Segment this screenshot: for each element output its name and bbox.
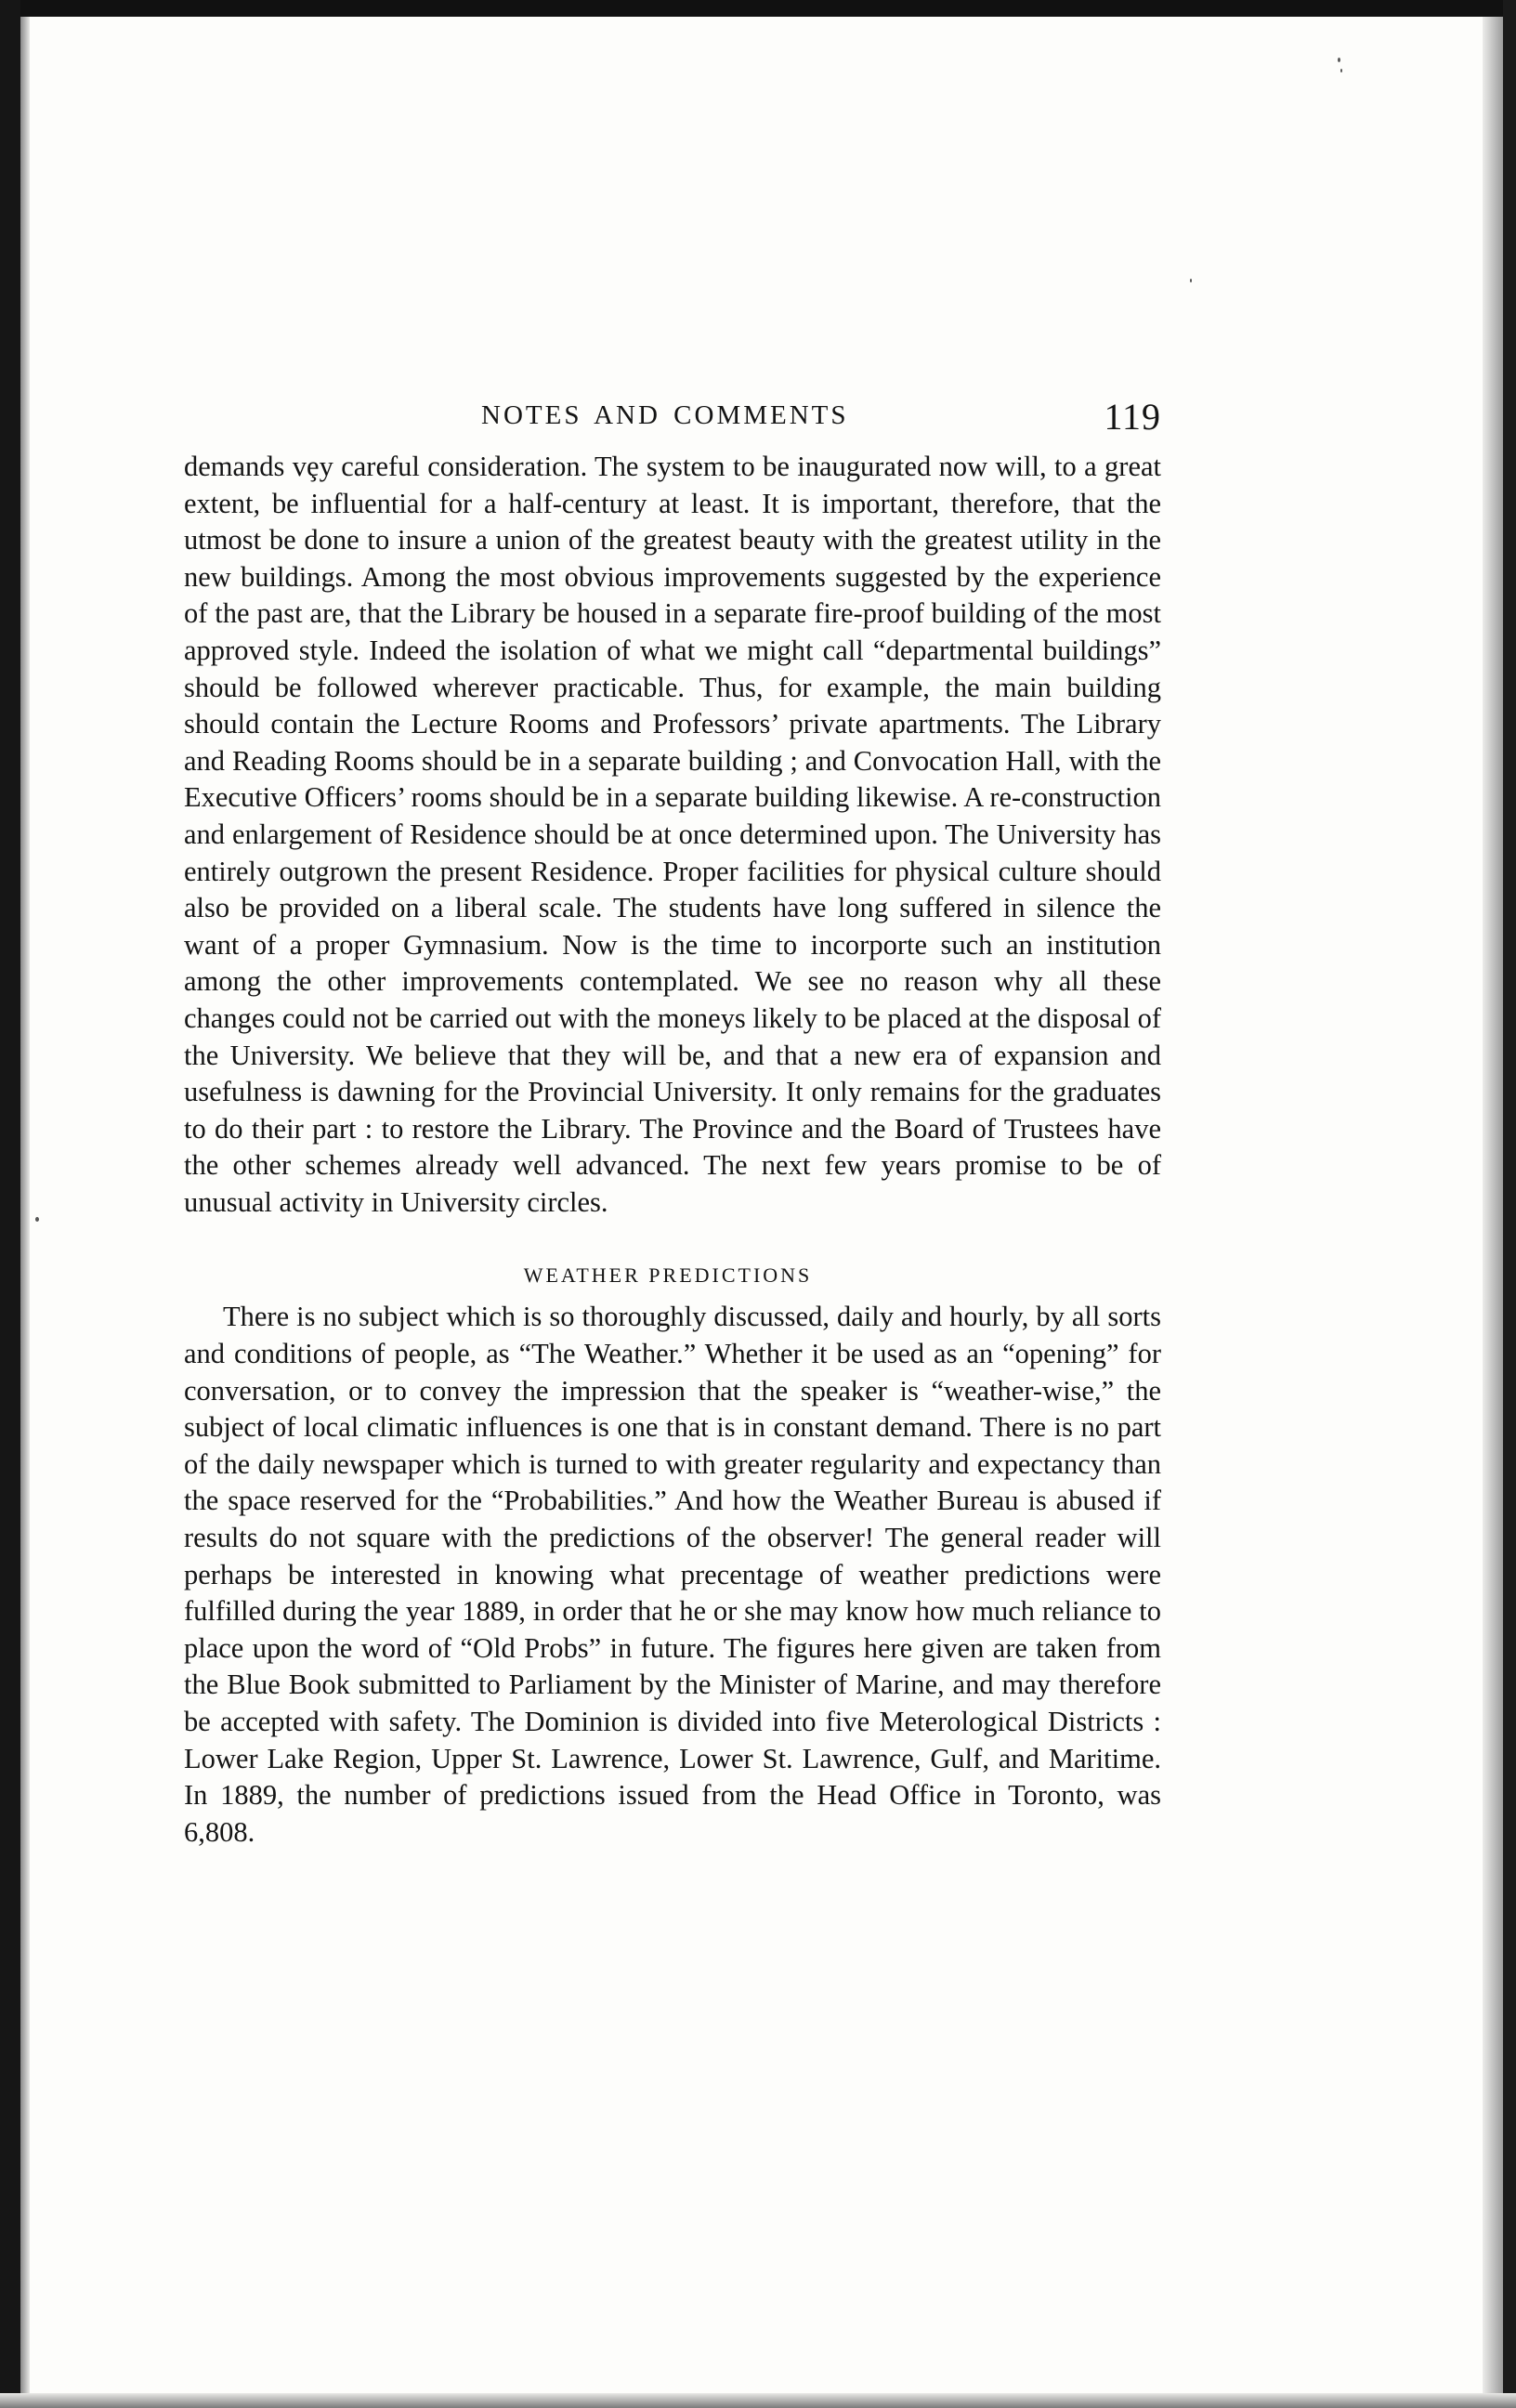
paragraph-building-plans: demands vȩy careful consideration. The system to be inaugurated now will, to a great extent, be influential for a half-century at least. It is important, therefore, that the utmost be done to insure a union of the greatest beauty with the greatest utility in the new buildings. Among the most obvious improvements suggested by the experience of the past are, that the Library be housed in a separate fire-proof building of the most approved style. Indeed the isolation of what we might call “departmental buildings” should be followed wherever practicable. Thus, for example, the main building should contain the Lecture Rooms and Professors’ private apartments. The Library and Reading Rooms should be in a separate building ; and Convocation Hall, with the Executive Officers’ rooms should be in a separate building likewise. A re-construction and enlargement of Residence should be at once determined upon. The University has entirely outgrown the present Residence. Proper facilities for physical culture should also be provided on a liberal scale. The students have long suffered in silence the want of a proper Gymnasium. Now is the time to incorporte such an institution among the other improvements contemplated. We see no reason why all these changes could not be carried out with the moneys likely to be placed at the disposal of the University. We believe that they will be, and that a new era of expansion and usefulness is dawning for the Provincial University. It only remains for the graduates to do their part : to restore the Library. The Province and the Board of Trustees have the other schemes already well advanced. The next few years promise to be of unusual activity in University circles. <box>184 451 1161 1218</box>
running-title: NOTES AND COMMENTS <box>481 400 849 430</box>
section-heading: WEATHER PREDICTIONS <box>523 1263 813 1288</box>
running-header <box>184 395 1161 449</box>
paragraph-weather-predictions: There is no subject which is so thoroughly discussed, daily and hourly, by all sorts and conditions of people, as “The Weather.” Whether it be used as an “opening” for conversation, or to convey the impression that the speaker is “weather-wise,” the subject of local climatic influences is one that is in constant demand. There is no part of the daily newspaper which is turned to with greater regularity and expectancy than the space reserved for the “Probabilities.” And how the Weather Bureau is abused if results do not square with the predictions of the observer! The general reader will perhaps be interested in knowing what precentage of weather predictions were fulfilled during the year 1889, in order that he or she may know how much reliance to place upon the word of “Old Probs” in future. The figures here given are taken from the Blue Book submitted to Parliament by the Minister of Marine, and may therefore be accepted with safety. The Dominion is divided into five Meterological Districts : Lower Lake Region, Upper St. Lawrence, Lower St. Lawrence, Gulf, and Maritime. In 1889, the number of predictions issued from the Head Office in Toronto, was 6,808. <box>184 1301 1161 1848</box>
scan-speck <box>1340 69 1342 72</box>
page-edge-right <box>1483 17 1503 2408</box>
document-page <box>184 395 1161 1851</box>
scan-border-top <box>0 0 1516 17</box>
scan-speck <box>35 1217 39 1222</box>
scan-border-right <box>1503 0 1516 2408</box>
scan-speck <box>1190 279 1192 282</box>
scan-border-bottom <box>0 2393 1516 2408</box>
page-number: 119 <box>1104 396 1161 438</box>
scan-speck <box>1338 58 1340 62</box>
page-edge-left <box>20 17 30 2408</box>
scan-border-left <box>0 0 20 2408</box>
